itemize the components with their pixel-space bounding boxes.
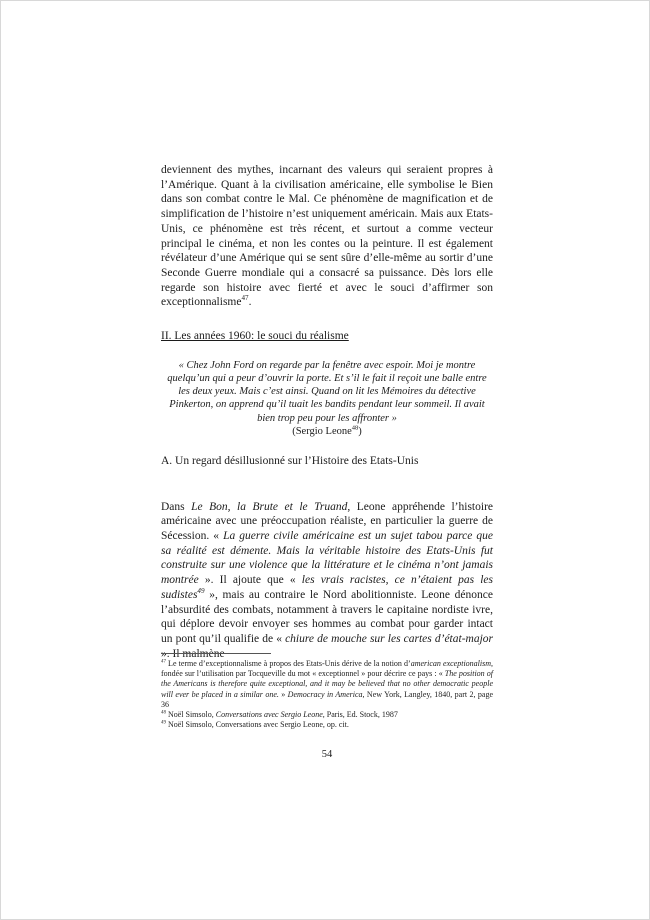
footnote-separator xyxy=(161,653,271,654)
text-column xyxy=(161,163,493,661)
body-paragraph-1: deviennent des mythes, incarnant des valeurs qui seraient propres à l’Amérique. Quant à la civilisation américaine, elle symbolise le Bien dans son combat contre le Mal. Ce phénomène de magnification et de simplification de l’histoire n’est uniquement américain. Mais aux Etats-Unis, ce phénomène est très récent, et surtout a comme vecteur principal le cinéma, et non les contes ou la peinture. Il est également révélateur d’une Amérique qui se sent sûre d’elle-même au sortir d’une Seconde Guerre mondiale qui a consacré sa puissance. Dès lors elle regarde son histoire avec fierté et avec le souci d’affirmer son exceptionnalisme$^{47}$. xyxy=(161,164,493,309)
footnote-area xyxy=(161,653,493,730)
subsection-heading: A. Un regard désillusionné sur l’Histoire des Etats-Unis xyxy=(161,454,419,467)
section-heading: II. Les années 1960: le souci du réalisme xyxy=(161,330,349,343)
page-number: 54 xyxy=(321,749,333,760)
quote-attribution: (Sergio Leone$^{48}$) xyxy=(292,424,362,437)
block-quote: « Chez John Ford on regarde par la fenêtre avec espoir. Moi je montre quelqu’un qui a peur d’ouvrir la porte. Et s’il le fait il reçoit une balle entre les deux yeux. Mais c’est ainsi. Quand on lit les Mémoires du détective Pinkerton, on apprend qu’il tuait les bandits pendant leur sommeil. Il avait bien trop peu pour les affronter » xyxy=(167,359,487,424)
footnote-48: $^{48}$ Noël Simsolo, Conversations avec Sergio Leone, Paris, Ed. Stock, 1987 xyxy=(161,710,398,720)
footnote-47: $^{47}$ Le terme d’exceptionnalisme à propos des Etats-Unis dérive de la notion d’american exceptionalism, fondée sur l’utilisation par Tocqueville du mot « exceptionnel » pour décrire ce pays : « The position of the Americans is therefore quite exceptional, and it may be believed that no other democratic people will ever be placed in a similar one. » Democracy in America, New York, Langley, 1840, part 2, page 36 xyxy=(161,659,494,709)
footnote-49: $^{49}$ Noël Simsolo, Conversations avec Sergio Leone, op. cit. xyxy=(161,720,349,730)
body-paragraph-2: Dans Le Bon, la Brute et le Truand, Leone appréhende l’histoire américaine avec une préoccupation réaliste, en particulier la guerre de Sécession. « La guerre civile américaine est un sujet tabou parce que sa réalité est démente. Mais la véritable histoire des Etats-Unis fut construite sur une violence que la littérature et le cinéma n’ont jamais montrée ». Il ajoute que « les vrais racistes, ce n’étaient pas les sudistes$^{49}$ », mais au contraire le Nord abolitionniste. Leone dénonce l’absurdité des combats, notamment à travers le capitaine nordiste ivre, qui déplore devoir envoyer ses hommes au combat pour garder intact un pont qu’il qualifie de « chiure de mouche sur les cartes d’état-major ». Il malmène xyxy=(161,500,493,660)
